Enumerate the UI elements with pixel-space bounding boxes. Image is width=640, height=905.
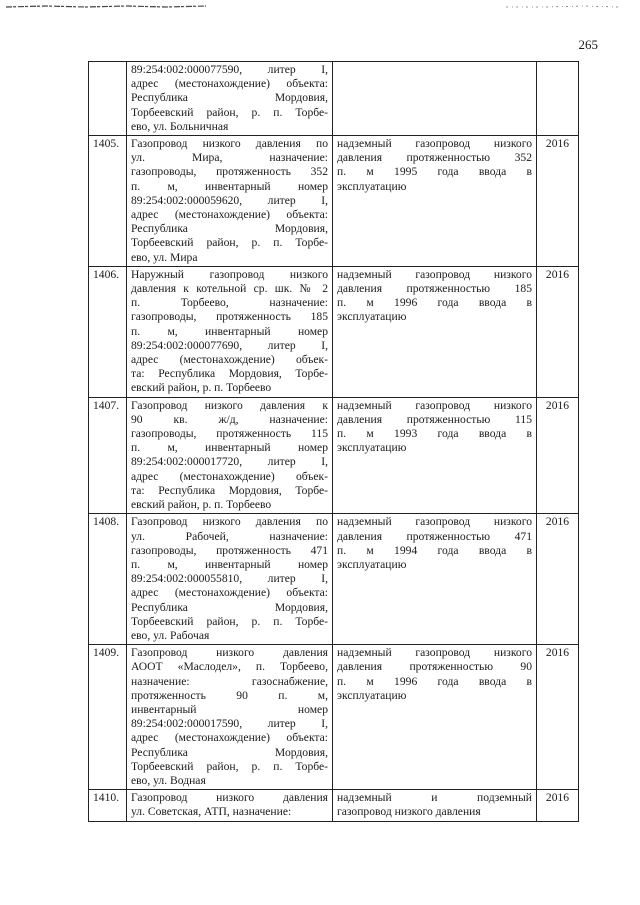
object-name-line: ево, ул. Водная xyxy=(131,773,206,787)
object-description-line: эксплуатацию xyxy=(337,441,407,455)
object-description-line: надземный газопровод низкого xyxy=(337,646,532,660)
object-name xyxy=(127,645,333,790)
object-name-line: давления к котельной ср. шк. № 2 xyxy=(131,282,328,296)
object-name-line: ул. Советская, АТП, назначение: xyxy=(131,805,292,819)
table-row xyxy=(89,136,579,267)
object-name-line: Газопровод низкого давления xyxy=(131,646,328,660)
table-row xyxy=(89,266,579,397)
object-description-line: эксплуатацию xyxy=(337,557,407,571)
object-name-line: 89:254:002:000017720, литер I, xyxy=(131,455,328,469)
object-name-line: ево, ул. Больничная xyxy=(131,119,229,133)
object-name-line: адрес (местонахождение) объекта: xyxy=(131,208,328,222)
object-description xyxy=(333,397,537,514)
object-name xyxy=(127,62,333,136)
object-name-line: п. м, инвентарный номер xyxy=(131,324,328,338)
object-description-line: эксплуатацию xyxy=(337,179,407,193)
object-name-line: адрес (местонахождение) объек- xyxy=(131,353,328,367)
object-name-line: 89:254:002:000017590, литер I, xyxy=(131,717,328,731)
object-name xyxy=(127,514,333,645)
object-description-line: п. м 1996 года ввода в xyxy=(337,296,532,310)
object-name-line: адрес (местонахождение) объекта: xyxy=(131,77,328,91)
object-description-line: п. м 1994 года ввода в xyxy=(337,543,532,557)
object-name-line: 89:254:002:000077690, литер I, xyxy=(131,338,328,352)
object-description xyxy=(333,266,537,397)
object-name-line: адрес (местонахождение) объек- xyxy=(131,469,328,483)
object-description-line: газопровод низкого давления xyxy=(337,805,481,819)
object-name-line: та: Республика Мордовия, Торбе- xyxy=(131,367,328,381)
object-description-line: п. м 1995 года ввода в xyxy=(337,165,532,179)
object-name-line: Республика Мордовия, xyxy=(131,745,328,759)
object-name-line: газопроводы, протяженность 471 xyxy=(131,543,328,557)
object-name xyxy=(127,266,333,397)
object-name-line: адрес (местонахождение) объекта: xyxy=(131,586,328,600)
object-description-line: п. м 1993 года ввода в xyxy=(337,427,532,441)
object-name-line: Республика Мордовия, xyxy=(131,91,328,105)
table-row xyxy=(89,790,579,821)
object-name-line: 90 кв. ж/д, назначение: xyxy=(131,412,328,426)
object-name-line: Республика Мордовия, xyxy=(131,222,328,236)
object-name-line: инвентарный номер xyxy=(131,702,328,716)
object-description-line: эксплуатацию xyxy=(337,688,407,702)
object-name-line: Газопровод низкого давления к xyxy=(131,398,328,412)
year-cell xyxy=(537,62,579,136)
year-cell: 2016 xyxy=(537,790,579,821)
object-description xyxy=(333,62,537,136)
object-name-line: евский район, р. п. Торбеево xyxy=(131,498,272,512)
object-name-line: назначение: газоснабжение, xyxy=(131,674,328,688)
object-description-line: надземный газопровод низкого xyxy=(337,137,532,151)
object-description xyxy=(333,790,537,821)
year-cell: 2016 xyxy=(537,397,579,514)
object-name-line: Газопровод низкого давления xyxy=(131,791,328,805)
row-number: 1406. xyxy=(89,266,127,397)
table-row xyxy=(89,62,579,136)
object-name-line: Республика Мордовия, xyxy=(131,600,328,614)
object-name-line: п. м, инвентарный номер xyxy=(131,441,328,455)
table-row xyxy=(89,397,579,514)
object-description-line: давления протяженностью 185 xyxy=(337,282,532,296)
object-description-line: давления протяженностью 115 xyxy=(337,412,532,426)
object-description-line: эксплуатацию xyxy=(337,310,407,324)
object-description-line: надземный газопровод низкого xyxy=(337,515,532,529)
object-name-line: Торбеевский район, р. п. Торбе- xyxy=(131,236,328,250)
object-name xyxy=(127,136,333,267)
row-number xyxy=(89,62,127,136)
object-description-line: п. м 1996 года ввода в xyxy=(337,674,532,688)
object-name-line: 89:254:002:000077590, литер I, xyxy=(131,63,328,76)
row-number: 1409. xyxy=(89,645,127,790)
object-name xyxy=(127,397,333,514)
object-name-line: Торбеевский район, р. п. Торбе- xyxy=(131,759,328,773)
register-table xyxy=(88,61,579,822)
object-name-line: евский район, р. п. Торбеево xyxy=(131,381,272,395)
row-number: 1405. xyxy=(89,136,127,267)
row-number: 1407. xyxy=(89,397,127,514)
table-row xyxy=(89,645,579,790)
object-description-line: надземный и подземный xyxy=(337,791,532,805)
object-name-line: ево, ул. Рабочая xyxy=(131,628,210,642)
row-number: 1410. xyxy=(89,790,127,821)
year-cell: 2016 xyxy=(537,266,579,397)
object-name xyxy=(127,790,333,821)
object-name-line: ул. Рабочей, назначение: xyxy=(131,529,328,543)
object-name-line: АООТ «Маслодел», п. Торбеево, xyxy=(131,660,328,674)
object-name-line: газопроводы, протяженность 185 xyxy=(131,310,328,324)
object-name-line: Торбеевский район, р. п. Торбе- xyxy=(131,105,328,119)
object-name-line: адрес (местонахождение) объекта: xyxy=(131,731,328,745)
object-name-line: п. м, инвентарный номер xyxy=(131,179,328,193)
year-cell: 2016 xyxy=(537,136,579,267)
object-description-line: давления протяженностью 352 xyxy=(337,151,532,165)
scan-artifact-top xyxy=(6,4,626,10)
row-number: 1408. xyxy=(89,514,127,645)
year-cell: 2016 xyxy=(537,514,579,645)
object-name-line: 89:254:002:000055810, литер I, xyxy=(131,572,328,586)
object-description xyxy=(333,514,537,645)
object-name-line: ево, ул. Мира xyxy=(131,250,198,264)
register-table-body xyxy=(89,62,579,822)
table-row xyxy=(89,514,579,645)
object-description-line: давления протяженностью 90 xyxy=(337,660,532,674)
object-name-line: Газопровод низкого давления по xyxy=(131,515,328,529)
object-name-line: протяженность 90 п. м, xyxy=(131,688,328,702)
object-description-line: давления протяженностью 471 xyxy=(337,529,532,543)
object-description-line: надземный газопровод низкого xyxy=(337,267,532,281)
object-name-line: Торбеевский район, р. п. Торбе- xyxy=(131,614,328,628)
object-name-line: та: Республика Мордовия, Торбе- xyxy=(131,483,328,497)
object-description xyxy=(333,136,537,267)
object-description xyxy=(333,645,537,790)
object-description-line: надземный газопровод низкого xyxy=(337,398,532,412)
object-name-line: Наружный газопровод низкого xyxy=(131,267,328,281)
year-cell: 2016 xyxy=(537,645,579,790)
object-name-line: 89:254:002:000059620, литер I, xyxy=(131,193,328,207)
object-name-line: газопроводы, протяженность 352 xyxy=(131,165,328,179)
object-name-line: Газопровод низкого давления по xyxy=(131,137,328,151)
object-name-line: газопроводы, протяженность 115 xyxy=(131,427,328,441)
object-name-line: п. м, инвентарный номер xyxy=(131,557,328,571)
object-name-line: ул. Мира, назначение: xyxy=(131,151,328,165)
page-number: 265 xyxy=(578,37,598,52)
object-name-line: п. Торбеево, назначение: xyxy=(131,296,328,310)
